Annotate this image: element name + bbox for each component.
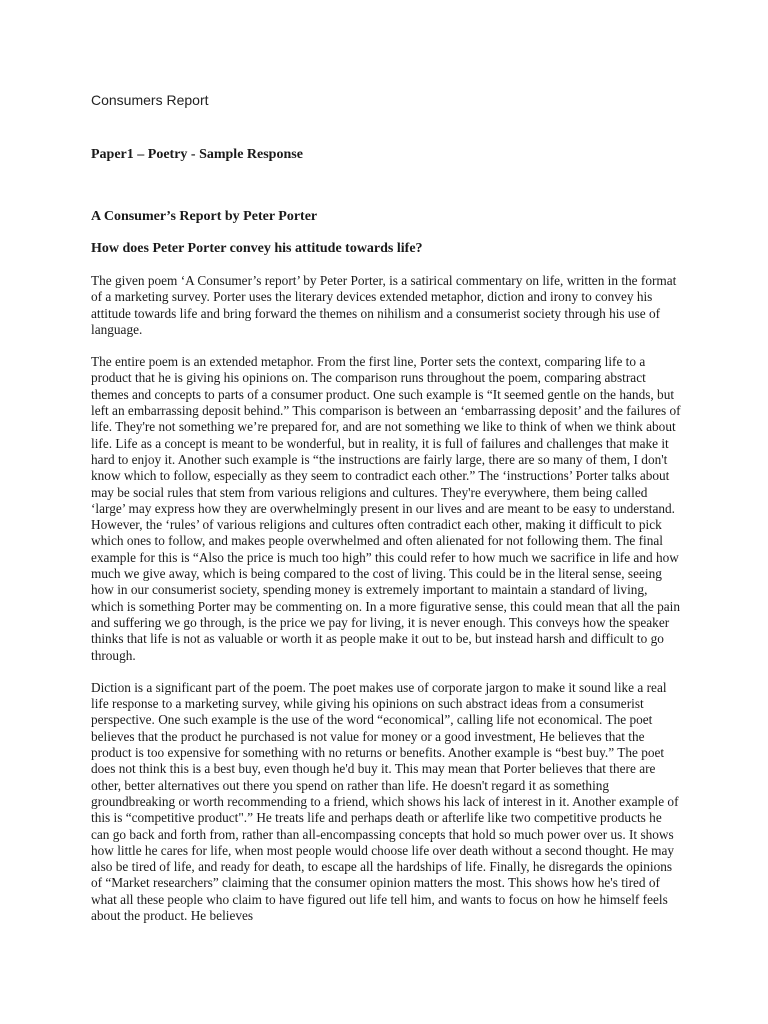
essay-title: A Consumer’s Report by Peter Porter <box>91 209 318 224</box>
paragraph-diction: Diction is a significant part of the poem. The poet makes use of corporate jargon to make it sound like a real life response to a marketing survey, while giving his opinions on such abstract ideas from a consumerist perspective. One such example is the use of the word “economical”, calling life not economical. The poet believes that the product he purchased is not value for money or a good investment, He believes that the product is too expensive for something with no returns or benefits. Another example is “best buy.” The poet does not think this is a best buy, even though he'd buy it. This may mean that Porter believes that there are other, better alternatives out there you spend on rather than life. He doesn't regard it as something groundbreaking or worth recommending to a friend, which shows his lack of interest in it. Another example of this is “competitive product".” He treats life and perhaps death or afterlife like two competitive products he can go back and forth from, rather than all-encompassing concepts that hold so much power over us. It shows how little he cares for life, when most people would choose life over death without a second thought. He may also be tired of life, and ready for death, to escape all the hardships of life. Finally, he disregards the opinions of “Market researchers” claiming that the consumer opinion matters the most. This shows how he's tired of what all these people who claim to have figured out life tell him, and wants to focus on how he himself feels about the product. He believes <box>91 679 679 923</box>
document-header: Consumers Report <box>91 92 209 108</box>
paragraph-introduction: The given poem ‘A Consumer’s report’ by Peter Porter, is a satirical commentary on life, written in the format of a marketing survey. Porter uses the literary devices extended metaphor, diction and irony to convey his attitude towards life and bring forward the themes on nihilism and a consumerist society through his use of language. <box>91 273 677 337</box>
essay-question: How does Peter Porter convey his attitude towards life? <box>91 241 423 256</box>
essay-body <box>91 273 681 940</box>
paragraph-extended-metaphor: The entire poem is an extended metaphor. From the first line, Porter sets the context, comparing life to a product that he is giving his opinions on. The comparison runs throughout the poem, comparing abstract themes and concepts to parts of a consumer product. One such example is “It seemed gentle on the hands, but left an embarrassing deposit behind.” This comparison is between an ‘embarrassing deposit’ and the failures of life. They're not something we’re prepared for, and are not something we like to think of when we think about life. Life as a concept is meant to be wonderful, but in reality, it is full of failures and challenges that make it hard to enjoy it. Another such example is “the instructions are fairly large, there are so many of them, I don't know which to follow, especially as they seem to contradict each other.” The ‘instructions’ Porter talks about may be social rules that stem from various religions and cultures. They're everywhere, them being called ‘large’ may express how they are overwhelmingly present in our lives and are meant to be easy to understand. However, the ‘rules’ of various religions and cultures often contradict each other, making it difficult to pick which ones to follow, and makes people overwhelmed and often alienated for not following them. The final example for this is “Also the price is much too high” this could refer to how much we sacrifice in life and how much we give away, which is being compared to the cost of living. This could be in the literal sense, seeing how in our consumerist society, spending money is extremely important to maintain a standard of living, which is something Porter may be commenting on. In a more figurative sense, this could mean that all the pain and suffering we go through, is the price we pay for living, it is never enough. This conveys how the speaker thinks that life is not as valuable or worth it as people make it out to be, but instead harsh and difficult to go through. <box>91 354 681 663</box>
document-subtitle: Paper1 – Poetry - Sample Response <box>91 147 303 162</box>
document-page <box>91 0 681 1024</box>
